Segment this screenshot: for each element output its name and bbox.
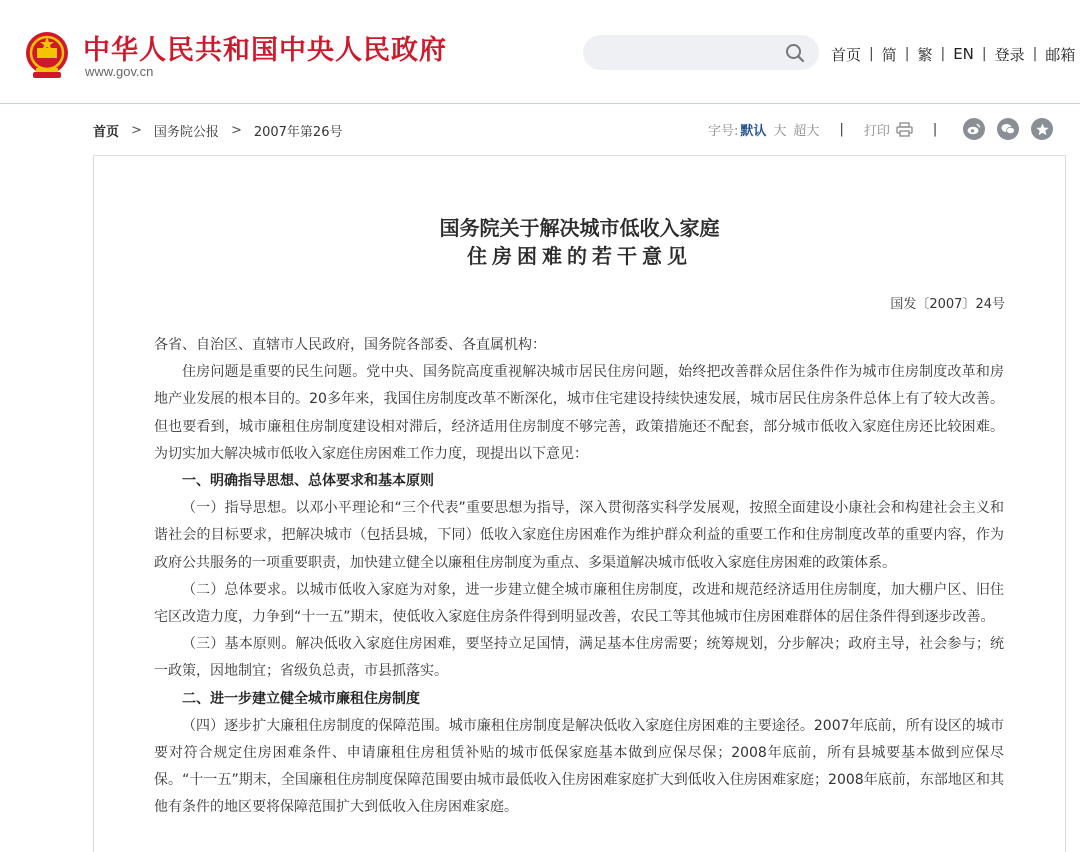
print-label: 打印 [863, 123, 890, 139]
nav-login-link[interactable]: 登录 [994, 45, 1025, 64]
nav-separator: | [1032, 46, 1038, 62]
article-paragraph: （三）基本原则。解决低收入家庭住房困难，要坚持立足国情，满足基本住房需要；统筹规划，分步解决；政府主导，社会参与；统一政策，因地制宜；省级负总责，市县抓落实。 [154, 636, 1004, 680]
top-nav [831, 43, 1075, 65]
font-size-large-button[interactable]: 大 [773, 123, 787, 139]
print-button[interactable] [864, 120, 913, 139]
font-size-label: 字号: [708, 123, 739, 139]
article-body [154, 332, 1004, 822]
article-paragraph: （四）逐步扩大廉租住房制度的保障范围。城市廉租住房制度是解决低收入家庭住房困难的主要途径。2007年底前，所有设区的城市要对符合规定住房困难条件、申请廉租住房租赁补贴的城市低保家庭基本做到应保尽保；2008年底前，所有县城要基本做到应保尽保。“十一五”期末，全国廉租住房制度保障范围要由城市最低收入住房困难家庭扩大到低收入住房困难家庭；2008年底前，东部地区和其他有条件的地区要将保障范围扩大到低收入住房困难家庭。 [154, 717, 1004, 816]
nav-separator: | [904, 46, 910, 62]
nav-simplified-link[interactable]: 简 [881, 45, 897, 64]
tools-divider: | [932, 121, 938, 137]
article-title-line1: 国务院关于解决城市低收入家庭 [439, 216, 720, 240]
article-title [94, 214, 1065, 270]
nav-mail-link[interactable]: 邮箱 [1045, 45, 1076, 64]
nav-separator: | [940, 46, 946, 62]
tools-divider: | [839, 121, 844, 137]
article-tools [708, 118, 1053, 140]
site-url[interactable]: www.gov.cn [85, 64, 154, 79]
nav-separator: | [869, 46, 874, 62]
search-icon[interactable] [785, 43, 805, 63]
nav-english-link[interactable]: EN [953, 45, 974, 63]
breadcrumb-home[interactable]: 首页 [93, 125, 120, 140]
weibo-icon[interactable] [963, 118, 985, 140]
site-header [0, 0, 1080, 104]
breadcrumb-gazette[interactable]: 国务院公报 [153, 125, 219, 140]
article-paragraph: （一）指导思想。以邓小平理论和“三个代表”重要思想为指导，深入贯彻落实科学发展观，按照全面建设小康社会和构建社会主义和谐社会的目标要求，把解决城市（包括县城，下同）低收入家庭住房困难作为维护群众利益的重要工作和住房制度改革的重要内容，作为政府公共服务的一项重要职责，加快建立健全以廉租住房制度为重点、多渠道解决城市低收入家庭住房困难的政策体系。 [154, 500, 1004, 571]
article-title-line2: 住房困难的若干意见 [467, 244, 692, 268]
article-salutation: 各省、自治区、直辖市人民政府，国务院各部委、各直属机构： [154, 337, 546, 353]
printer-icon [896, 122, 913, 137]
font-size-default-button[interactable]: 默认 [740, 123, 767, 139]
breadcrumb-arrow-icon: > [131, 123, 142, 138]
nav-separator: | [981, 46, 987, 62]
nav-traditional-link[interactable]: 繁 [917, 45, 933, 64]
article-container [93, 155, 1066, 852]
document-number: 国发〔2007〕24号 [890, 297, 1005, 312]
section-heading: 一、明确指导思想、总体要求和基本原则 [182, 473, 434, 490]
nav-home-link[interactable]: 首页 [831, 45, 862, 64]
breadcrumb-bar [0, 104, 1080, 154]
breadcrumb [93, 121, 342, 140]
search-input[interactable] [583, 35, 819, 70]
breadcrumb-issue[interactable]: 2007年第26号 [253, 125, 343, 140]
section-heading: 二、进一步建立健全城市廉租住房制度 [182, 690, 420, 707]
breadcrumb-arrow-icon: > [230, 123, 242, 138]
national-emblem-icon[interactable] [24, 30, 70, 80]
wechat-icon[interactable] [997, 118, 1019, 140]
site-title[interactable]: 中华人民共和国中央人民政府 [83, 35, 447, 66]
favorite-star-icon[interactable] [1031, 118, 1053, 140]
article-paragraph: 住房问题是重要的民生问题。党中央、国务院高度重视解决城市居民住房问题，始终把改善群众居住条件作为城市住房制度改革和房地产业发展的根本目的。20多年来，我国住房制度改革不断深化，城市住宅建设持续快速发展，城市居民住房条件总体上有了较大改善。但也要看到，城市廉租住房制度建设相对滞后，经济适用住房制度不够完善，政策措施还不配套，部分城市低收入家庭住房还比较困难。为切实加大解决城市低收入家庭住房困难工作力度，现提出以下意见： [154, 364, 1004, 462]
article-paragraph: （二）总体要求。以城市低收入家庭为对象，进一步建立健全城市廉租住房制度，改进和规范经济适用住房制度，加大棚户区、旧住宅区改造力度，力争到“十一五”期末，使低收入家庭住房条件得到明显改善，农民工等其他城市住房困难群体的居住条件得到逐步改善。 [154, 581, 1004, 626]
font-size-xlarge-button[interactable]: 超大 [793, 123, 820, 139]
